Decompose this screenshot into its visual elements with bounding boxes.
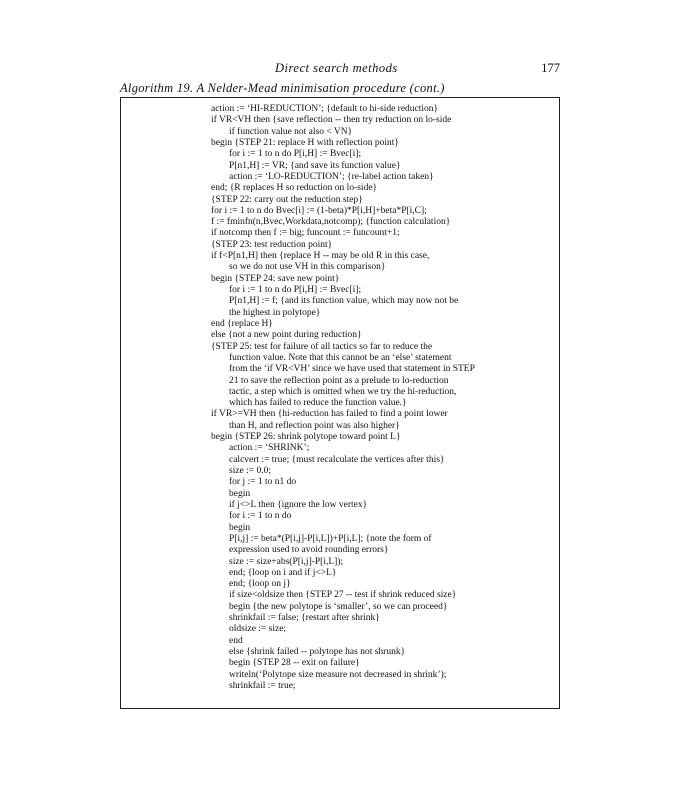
code-line: if f<P[n1,H] then {replace H -- may be old R in this case,	[211, 251, 430, 262]
code-line: if VR<VH then {save reflection -- then try reduction on lo-side	[211, 115, 452, 126]
code-line: for j := 1 to n1 do	[229, 477, 297, 488]
code-line: from the ‘if VR<VH’ since we have used that statement in STEP	[229, 364, 475, 375]
code-line: action := ‘HI-REDUCTION’; {default to hi-side reduction}	[211, 104, 439, 114]
code-line: for i := 1 to n do	[229, 511, 292, 522]
code-line: else {shrink failed -- polytope has not shrunk}	[229, 647, 406, 657]
code-line: begin {STEP 26: shrink polytope toward point L}	[211, 432, 401, 443]
code-line: end; {loop on j}	[229, 579, 291, 590]
code-line: shrinkfail := false; {restart after shrink}	[229, 613, 380, 624]
code-line: size := size+abs(P[i,j]-P[i,L]);	[229, 556, 344, 567]
code-line: which has failed to reduce the function value.}	[229, 398, 407, 409]
code-line: oldsize := size;	[229, 624, 287, 635]
code-line: tactic, a step which is omitted when we try the hi-reduction,	[229, 386, 457, 397]
code-line: end; {R replaces H so reduction on lo-side}	[211, 183, 378, 194]
code-line: P[n1,H] := VR; {and save its function value}	[229, 160, 401, 171]
code-line: {STEP 22: carry out the reduction step}	[211, 194, 363, 205]
code-line: function value. Note that this cannot be an ‘else’ statement	[229, 352, 452, 363]
code-line: for i := 1 to n do Bvec[i] := (1-beta)*P[i,H]+beta*P[i,C];	[211, 205, 427, 216]
code-line: if VR>=VH then {hi-reduction has failed to find a point lower	[211, 409, 448, 420]
code-line: P[i,j] := beta*(P[i,j]-P[i,L])+P[i,L]; {note the form of	[229, 533, 432, 544]
code-line: calcvert := true; {must recalculate the vertices after this}	[229, 454, 445, 465]
code-line: begin	[229, 522, 251, 533]
page-header	[120, 61, 560, 79]
code-line: so we do not use VH in this comparison}	[229, 262, 386, 273]
code-line: if notcomp then f := big; funcount := funcount+1;	[211, 228, 400, 239]
page-number: 177	[541, 61, 560, 75]
code-line: expression used to avoid rounding errors}	[229, 545, 389, 556]
code-line: action := ‘SHRINK’;	[229, 443, 310, 454]
code-line: begin {the new polytope is ‘smaller’, so we can proceed}	[229, 601, 448, 612]
running-title: Direct search methods	[275, 61, 398, 75]
code-line: than H, and reflection point was also higher}	[229, 420, 400, 431]
code-line: size := 0.0;	[229, 466, 272, 476]
code-line: writeln(‘Polytope size measure not decreased in shrink’);	[229, 669, 447, 680]
code-line: begin {STEP 24: save new point}	[211, 273, 340, 284]
code-line: {STEP 25: test for failure of all tactics so far to reduce the	[211, 341, 433, 352]
code-line: begin {STEP 28 -- exit on failure}	[229, 658, 360, 669]
algorithm-box	[120, 97, 560, 709]
code-line: if function value not also < VN}	[229, 126, 353, 137]
code-line: {STEP 23: test reduction point}	[211, 239, 333, 250]
code-line: action := ‘LO-REDUCTION’; {re-label action taken}	[229, 171, 434, 182]
code-line: 21 to save the reflection point as a prelude to lo-reduction	[229, 375, 449, 386]
code-line: end	[229, 635, 243, 646]
code-listing	[211, 104, 556, 692]
code-line: end; {loop on i and if j<>L}	[229, 567, 337, 578]
code-line: if j<>L then {ignore the low vertex}	[229, 499, 368, 510]
code-line: end {replace H}	[211, 318, 273, 329]
code-line: begin	[229, 488, 251, 499]
code-line: begin {STEP 21: replace H with reflection point}	[211, 137, 399, 148]
code-line: for i := 1 to n do P[i,H] := Bvec[i];	[229, 285, 362, 295]
code-line: the highest in polytope}	[229, 307, 321, 318]
algorithm-caption: Algorithm 19. A Nelder-Mead minimisation procedure (cont.)	[120, 81, 445, 95]
code-line: P[n1,H] := f; {and its function value, which may now not be	[229, 296, 459, 307]
code-line: shrinkfail := true;	[229, 680, 296, 691]
code-line: f := fminfn(n,Bvec,Workdata,notcomp); {function calculation}	[211, 217, 451, 228]
code-line: else {not a new point during reduction}	[211, 330, 362, 341]
code-line: for i := 1 to n do P[i,H] := Bvec[i];	[229, 149, 362, 160]
code-line: if size<oldsize then {STEP 27 -- test if shrink reduced size}	[229, 590, 457, 601]
